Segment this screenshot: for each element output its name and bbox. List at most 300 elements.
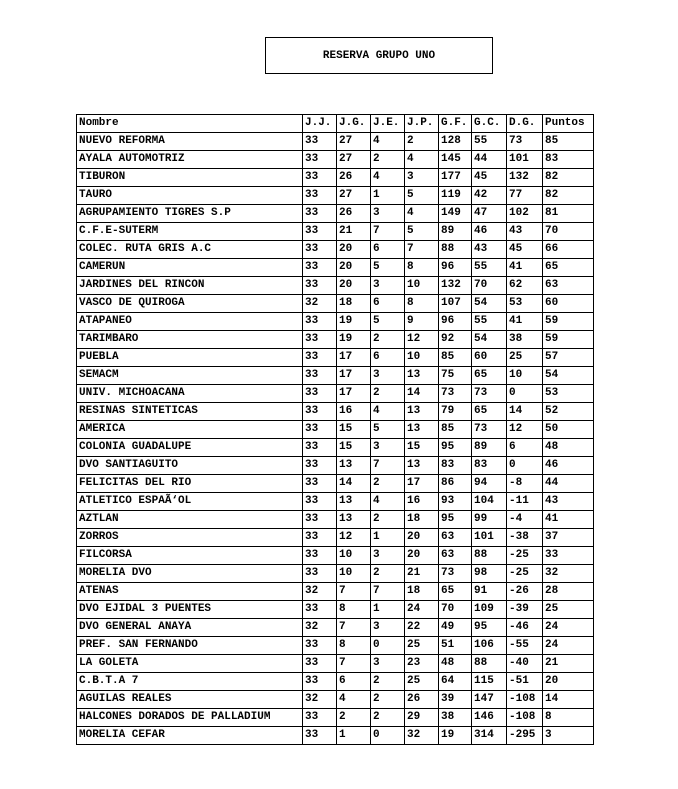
points-cell: 60 bbox=[543, 295, 594, 313]
drawn-cell: 5 bbox=[371, 259, 405, 277]
lost-cell: 12 bbox=[405, 331, 439, 349]
team-name-cell: JARDINES DEL RINCON bbox=[77, 277, 303, 295]
played-cell: 32 bbox=[303, 619, 337, 637]
team-name-cell: DVO EJIDAL 3 PUENTES bbox=[77, 601, 303, 619]
points-cell: 28 bbox=[543, 583, 594, 601]
goals-against-cell: 60 bbox=[472, 349, 507, 367]
lost-cell: 18 bbox=[405, 583, 439, 601]
points-cell: 59 bbox=[543, 313, 594, 331]
goals-against-cell: 94 bbox=[472, 475, 507, 493]
won-cell: 13 bbox=[337, 457, 371, 475]
goals-against-cell: 115 bbox=[472, 673, 507, 691]
team-name-cell: C.F.E-SUTERM bbox=[77, 223, 303, 241]
goals-against-cell: 95 bbox=[472, 619, 507, 637]
drawn-cell: 2 bbox=[371, 475, 405, 493]
goal-difference-cell: 0 bbox=[507, 385, 543, 403]
points-cell: 70 bbox=[543, 223, 594, 241]
won-cell: 20 bbox=[337, 259, 371, 277]
goal-difference-cell: -295 bbox=[507, 727, 543, 745]
lost-cell: 15 bbox=[405, 439, 439, 457]
goals-for-cell: 79 bbox=[439, 403, 472, 421]
points-cell: 25 bbox=[543, 601, 594, 619]
drawn-cell: 3 bbox=[371, 205, 405, 223]
team-name-cell: AGUILAS REALES bbox=[77, 691, 303, 709]
won-cell: 27 bbox=[337, 133, 371, 151]
table-row bbox=[77, 223, 594, 241]
goal-difference-cell: 43 bbox=[507, 223, 543, 241]
lost-cell: 29 bbox=[405, 709, 439, 727]
goal-difference-cell: 38 bbox=[507, 331, 543, 349]
played-cell: 33 bbox=[303, 547, 337, 565]
played-cell: 33 bbox=[303, 403, 337, 421]
goal-difference-cell: 62 bbox=[507, 277, 543, 295]
goals-for-cell: 93 bbox=[439, 493, 472, 511]
team-name-cell: NUEVO REFORMA bbox=[77, 133, 303, 151]
team-name-cell: AMERICA bbox=[77, 421, 303, 439]
points-cell: 14 bbox=[543, 691, 594, 709]
lost-cell: 13 bbox=[405, 457, 439, 475]
won-cell: 1 bbox=[337, 727, 371, 745]
table-row bbox=[77, 637, 594, 655]
drawn-cell: 2 bbox=[371, 385, 405, 403]
points-cell: 24 bbox=[543, 637, 594, 655]
won-cell: 17 bbox=[337, 385, 371, 403]
played-cell: 33 bbox=[303, 349, 337, 367]
goals-for-cell: 128 bbox=[439, 133, 472, 151]
goals-against-cell: 88 bbox=[472, 655, 507, 673]
goal-difference-cell: 101 bbox=[507, 151, 543, 169]
lost-cell: 8 bbox=[405, 295, 439, 313]
goals-against-cell: 55 bbox=[472, 133, 507, 151]
won-cell: 19 bbox=[337, 331, 371, 349]
drawn-cell: 2 bbox=[371, 691, 405, 709]
header-dg: D.G. bbox=[507, 115, 543, 133]
goal-difference-cell: -4 bbox=[507, 511, 543, 529]
goals-against-cell: 314 bbox=[472, 727, 507, 745]
lost-cell: 20 bbox=[405, 547, 439, 565]
drawn-cell: 7 bbox=[371, 223, 405, 241]
points-cell: 43 bbox=[543, 493, 594, 511]
points-cell: 52 bbox=[543, 403, 594, 421]
team-name-cell: ATLETICO ESPAÃ‘OL bbox=[77, 493, 303, 511]
team-name-cell: MORELIA CEFAR bbox=[77, 727, 303, 745]
goals-against-cell: 101 bbox=[472, 529, 507, 547]
played-cell: 33 bbox=[303, 367, 337, 385]
lost-cell: 22 bbox=[405, 619, 439, 637]
table-row bbox=[77, 475, 594, 493]
won-cell: 21 bbox=[337, 223, 371, 241]
goals-against-cell: 65 bbox=[472, 403, 507, 421]
goal-difference-cell: -26 bbox=[507, 583, 543, 601]
played-cell: 32 bbox=[303, 295, 337, 313]
table-body bbox=[77, 133, 594, 745]
goal-difference-cell: 77 bbox=[507, 187, 543, 205]
drawn-cell: 0 bbox=[371, 727, 405, 745]
goal-difference-cell: 73 bbox=[507, 133, 543, 151]
drawn-cell: 4 bbox=[371, 403, 405, 421]
lost-cell: 25 bbox=[405, 673, 439, 691]
points-cell: 85 bbox=[543, 133, 594, 151]
points-cell: 21 bbox=[543, 655, 594, 673]
drawn-cell: 2 bbox=[371, 709, 405, 727]
goals-for-cell: 107 bbox=[439, 295, 472, 313]
played-cell: 33 bbox=[303, 727, 337, 745]
goals-against-cell: 70 bbox=[472, 277, 507, 295]
goals-against-cell: 73 bbox=[472, 385, 507, 403]
goals-against-cell: 54 bbox=[472, 295, 507, 313]
goals-against-cell: 43 bbox=[472, 241, 507, 259]
goals-against-cell: 55 bbox=[472, 259, 507, 277]
goals-for-cell: 39 bbox=[439, 691, 472, 709]
goal-difference-cell: -39 bbox=[507, 601, 543, 619]
lost-cell: 10 bbox=[405, 277, 439, 295]
played-cell: 33 bbox=[303, 187, 337, 205]
goal-difference-cell: 132 bbox=[507, 169, 543, 187]
team-name-cell: VASCO DE QUIROGA bbox=[77, 295, 303, 313]
won-cell: 19 bbox=[337, 313, 371, 331]
won-cell: 10 bbox=[337, 565, 371, 583]
drawn-cell: 6 bbox=[371, 241, 405, 259]
played-cell: 33 bbox=[303, 493, 337, 511]
won-cell: 16 bbox=[337, 403, 371, 421]
table-row bbox=[77, 385, 594, 403]
team-name-cell: LA GOLETA bbox=[77, 655, 303, 673]
goals-for-cell: 85 bbox=[439, 421, 472, 439]
points-cell: 54 bbox=[543, 367, 594, 385]
team-name-cell: DVO GENERAL ANAYA bbox=[77, 619, 303, 637]
table-row bbox=[77, 673, 594, 691]
goals-against-cell: 65 bbox=[472, 367, 507, 385]
team-name-cell: FELICITAS DEL RIO bbox=[77, 475, 303, 493]
goals-for-cell: 63 bbox=[439, 547, 472, 565]
goals-against-cell: 83 bbox=[472, 457, 507, 475]
team-name-cell: MORELIA DVO bbox=[77, 565, 303, 583]
played-cell: 33 bbox=[303, 511, 337, 529]
played-cell: 33 bbox=[303, 385, 337, 403]
goal-difference-cell: 25 bbox=[507, 349, 543, 367]
goals-against-cell: 46 bbox=[472, 223, 507, 241]
goals-for-cell: 177 bbox=[439, 169, 472, 187]
lost-cell: 18 bbox=[405, 511, 439, 529]
lost-cell: 4 bbox=[405, 151, 439, 169]
table-row bbox=[77, 457, 594, 475]
team-name-cell: TAURO bbox=[77, 187, 303, 205]
drawn-cell: 5 bbox=[371, 313, 405, 331]
won-cell: 27 bbox=[337, 187, 371, 205]
points-cell: 46 bbox=[543, 457, 594, 475]
goal-difference-cell: -40 bbox=[507, 655, 543, 673]
won-cell: 4 bbox=[337, 691, 371, 709]
goals-against-cell: 146 bbox=[472, 709, 507, 727]
goals-against-cell: 47 bbox=[472, 205, 507, 223]
won-cell: 2 bbox=[337, 709, 371, 727]
goals-for-cell: 95 bbox=[439, 439, 472, 457]
lost-cell: 5 bbox=[405, 187, 439, 205]
goal-difference-cell: 14 bbox=[507, 403, 543, 421]
goals-for-cell: 96 bbox=[439, 259, 472, 277]
lost-cell: 32 bbox=[405, 727, 439, 745]
won-cell: 6 bbox=[337, 673, 371, 691]
goals-for-cell: 149 bbox=[439, 205, 472, 223]
team-name-cell: AZTLAN bbox=[77, 511, 303, 529]
lost-cell: 13 bbox=[405, 403, 439, 421]
header-jg: J.G. bbox=[337, 115, 371, 133]
goals-for-cell: 96 bbox=[439, 313, 472, 331]
table-row bbox=[77, 727, 594, 745]
goals-for-cell: 119 bbox=[439, 187, 472, 205]
team-name-cell: COLONIA GUADALUPE bbox=[77, 439, 303, 457]
won-cell: 18 bbox=[337, 295, 371, 313]
table-row bbox=[77, 151, 594, 169]
goal-difference-cell: 45 bbox=[507, 241, 543, 259]
played-cell: 33 bbox=[303, 313, 337, 331]
goals-against-cell: 88 bbox=[472, 547, 507, 565]
header-gc: G.C. bbox=[472, 115, 507, 133]
goal-difference-cell: 41 bbox=[507, 259, 543, 277]
goals-for-cell: 63 bbox=[439, 529, 472, 547]
drawn-cell: 2 bbox=[371, 151, 405, 169]
page-title: RESERVA GRUPO UNO bbox=[265, 37, 493, 74]
goal-difference-cell: 12 bbox=[507, 421, 543, 439]
played-cell: 33 bbox=[303, 205, 337, 223]
header-jj: J.J. bbox=[303, 115, 337, 133]
goals-for-cell: 132 bbox=[439, 277, 472, 295]
goal-difference-cell: -108 bbox=[507, 709, 543, 727]
points-cell: 24 bbox=[543, 619, 594, 637]
team-name-cell: TIBURON bbox=[77, 169, 303, 187]
goals-for-cell: 49 bbox=[439, 619, 472, 637]
goals-for-cell: 145 bbox=[439, 151, 472, 169]
drawn-cell: 2 bbox=[371, 511, 405, 529]
drawn-cell: 4 bbox=[371, 133, 405, 151]
points-cell: 65 bbox=[543, 259, 594, 277]
drawn-cell: 0 bbox=[371, 637, 405, 655]
goal-difference-cell: -55 bbox=[507, 637, 543, 655]
points-cell: 53 bbox=[543, 385, 594, 403]
lost-cell: 25 bbox=[405, 637, 439, 655]
header-gf: G.F. bbox=[439, 115, 472, 133]
goal-difference-cell: -25 bbox=[507, 547, 543, 565]
team-name-cell: PUEBLA bbox=[77, 349, 303, 367]
drawn-cell: 3 bbox=[371, 547, 405, 565]
goals-for-cell: 83 bbox=[439, 457, 472, 475]
played-cell: 33 bbox=[303, 637, 337, 655]
points-cell: 41 bbox=[543, 511, 594, 529]
lost-cell: 14 bbox=[405, 385, 439, 403]
played-cell: 33 bbox=[303, 439, 337, 457]
lost-cell: 10 bbox=[405, 349, 439, 367]
played-cell: 33 bbox=[303, 331, 337, 349]
lost-cell: 13 bbox=[405, 367, 439, 385]
goal-difference-cell: 102 bbox=[507, 205, 543, 223]
played-cell: 33 bbox=[303, 655, 337, 673]
goals-against-cell: 89 bbox=[472, 439, 507, 457]
goals-for-cell: 75 bbox=[439, 367, 472, 385]
won-cell: 26 bbox=[337, 205, 371, 223]
table-row bbox=[77, 367, 594, 385]
won-cell: 8 bbox=[337, 637, 371, 655]
played-cell: 33 bbox=[303, 277, 337, 295]
table-row bbox=[77, 403, 594, 421]
goals-against-cell: 91 bbox=[472, 583, 507, 601]
lost-cell: 8 bbox=[405, 259, 439, 277]
goals-against-cell: 147 bbox=[472, 691, 507, 709]
drawn-cell: 6 bbox=[371, 295, 405, 313]
team-name-cell: UNIV. MICHOACANA bbox=[77, 385, 303, 403]
played-cell: 33 bbox=[303, 223, 337, 241]
team-name-cell: ATENAS bbox=[77, 583, 303, 601]
lost-cell: 13 bbox=[405, 421, 439, 439]
header-puntos: Puntos bbox=[543, 115, 594, 133]
won-cell: 27 bbox=[337, 151, 371, 169]
goals-for-cell: 65 bbox=[439, 583, 472, 601]
team-name-cell: ZORROS bbox=[77, 529, 303, 547]
goal-difference-cell: -25 bbox=[507, 565, 543, 583]
team-name-cell: HALCONES DORADOS DE PALLADIUM bbox=[77, 709, 303, 727]
table-row bbox=[77, 313, 594, 331]
won-cell: 17 bbox=[337, 349, 371, 367]
lost-cell: 24 bbox=[405, 601, 439, 619]
won-cell: 7 bbox=[337, 583, 371, 601]
won-cell: 8 bbox=[337, 601, 371, 619]
won-cell: 26 bbox=[337, 169, 371, 187]
goal-difference-cell: 41 bbox=[507, 313, 543, 331]
points-cell: 82 bbox=[543, 169, 594, 187]
table-row bbox=[77, 565, 594, 583]
lost-cell: 3 bbox=[405, 169, 439, 187]
header-jp: J.P. bbox=[405, 115, 439, 133]
table-row bbox=[77, 529, 594, 547]
table-row bbox=[77, 277, 594, 295]
goals-against-cell: 98 bbox=[472, 565, 507, 583]
table-row bbox=[77, 619, 594, 637]
lost-cell: 2 bbox=[405, 133, 439, 151]
goals-against-cell: 45 bbox=[472, 169, 507, 187]
goals-for-cell: 48 bbox=[439, 655, 472, 673]
goals-against-cell: 109 bbox=[472, 601, 507, 619]
drawn-cell: 4 bbox=[371, 493, 405, 511]
won-cell: 20 bbox=[337, 241, 371, 259]
team-name-cell: ATAPANEO bbox=[77, 313, 303, 331]
goals-for-cell: 95 bbox=[439, 511, 472, 529]
played-cell: 33 bbox=[303, 421, 337, 439]
table-row bbox=[77, 439, 594, 457]
points-cell: 33 bbox=[543, 547, 594, 565]
lost-cell: 4 bbox=[405, 205, 439, 223]
points-cell: 32 bbox=[543, 565, 594, 583]
won-cell: 7 bbox=[337, 619, 371, 637]
team-name-cell: DVO SANTIAGUITO bbox=[77, 457, 303, 475]
header-nombre: Nombre bbox=[77, 115, 303, 133]
goals-for-cell: 19 bbox=[439, 727, 472, 745]
points-cell: 8 bbox=[543, 709, 594, 727]
team-name-cell: FILCORSA bbox=[77, 547, 303, 565]
goal-difference-cell: -11 bbox=[507, 493, 543, 511]
points-cell: 82 bbox=[543, 187, 594, 205]
goals-against-cell: 73 bbox=[472, 421, 507, 439]
table-row bbox=[77, 133, 594, 151]
goals-for-cell: 38 bbox=[439, 709, 472, 727]
goals-for-cell: 85 bbox=[439, 349, 472, 367]
table-header-row bbox=[77, 115, 594, 133]
points-cell: 66 bbox=[543, 241, 594, 259]
points-cell: 37 bbox=[543, 529, 594, 547]
table-row bbox=[77, 295, 594, 313]
table-row bbox=[77, 655, 594, 673]
drawn-cell: 4 bbox=[371, 169, 405, 187]
drawn-cell: 3 bbox=[371, 277, 405, 295]
lost-cell: 7 bbox=[405, 241, 439, 259]
lost-cell: 20 bbox=[405, 529, 439, 547]
played-cell: 33 bbox=[303, 133, 337, 151]
team-name-cell: COLEC. RUTA GRIS A.C bbox=[77, 241, 303, 259]
drawn-cell: 3 bbox=[371, 619, 405, 637]
goals-for-cell: 86 bbox=[439, 475, 472, 493]
played-cell: 33 bbox=[303, 529, 337, 547]
goal-difference-cell: 10 bbox=[507, 367, 543, 385]
lost-cell: 26 bbox=[405, 691, 439, 709]
drawn-cell: 7 bbox=[371, 583, 405, 601]
points-cell: 48 bbox=[543, 439, 594, 457]
points-cell: 63 bbox=[543, 277, 594, 295]
lost-cell: 16 bbox=[405, 493, 439, 511]
played-cell: 33 bbox=[303, 565, 337, 583]
drawn-cell: 1 bbox=[371, 601, 405, 619]
header-je: J.E. bbox=[371, 115, 405, 133]
points-cell: 81 bbox=[543, 205, 594, 223]
won-cell: 12 bbox=[337, 529, 371, 547]
goal-difference-cell: -51 bbox=[507, 673, 543, 691]
goals-against-cell: 104 bbox=[472, 493, 507, 511]
table-row bbox=[77, 349, 594, 367]
table-row bbox=[77, 169, 594, 187]
goals-against-cell: 42 bbox=[472, 187, 507, 205]
team-name-cell: SEMACM bbox=[77, 367, 303, 385]
table-row bbox=[77, 493, 594, 511]
goals-against-cell: 44 bbox=[472, 151, 507, 169]
goal-difference-cell: -8 bbox=[507, 475, 543, 493]
won-cell: 15 bbox=[337, 439, 371, 457]
drawn-cell: 1 bbox=[371, 529, 405, 547]
goals-against-cell: 54 bbox=[472, 331, 507, 349]
drawn-cell: 2 bbox=[371, 565, 405, 583]
drawn-cell: 3 bbox=[371, 655, 405, 673]
won-cell: 15 bbox=[337, 421, 371, 439]
team-name-cell: AGRUPAMIENTO TIGRES S.P bbox=[77, 205, 303, 223]
team-name-cell: CAMERUN bbox=[77, 259, 303, 277]
played-cell: 33 bbox=[303, 169, 337, 187]
team-name-cell: TARIMBARO bbox=[77, 331, 303, 349]
goal-difference-cell: -108 bbox=[507, 691, 543, 709]
table-row bbox=[77, 511, 594, 529]
team-name-cell: AYALA AUTOMOTRIZ bbox=[77, 151, 303, 169]
table-row bbox=[77, 547, 594, 565]
won-cell: 7 bbox=[337, 655, 371, 673]
standings-table bbox=[76, 114, 594, 745]
team-name-cell: PREF. SAN FERNANDO bbox=[77, 637, 303, 655]
table-row bbox=[77, 709, 594, 727]
drawn-cell: 5 bbox=[371, 421, 405, 439]
points-cell: 3 bbox=[543, 727, 594, 745]
goals-against-cell: 106 bbox=[472, 637, 507, 655]
won-cell: 13 bbox=[337, 511, 371, 529]
goals-for-cell: 73 bbox=[439, 385, 472, 403]
drawn-cell: 2 bbox=[371, 673, 405, 691]
table-row bbox=[77, 601, 594, 619]
lost-cell: 9 bbox=[405, 313, 439, 331]
played-cell: 32 bbox=[303, 691, 337, 709]
team-name-cell: RESINAS SINTETICAS bbox=[77, 403, 303, 421]
